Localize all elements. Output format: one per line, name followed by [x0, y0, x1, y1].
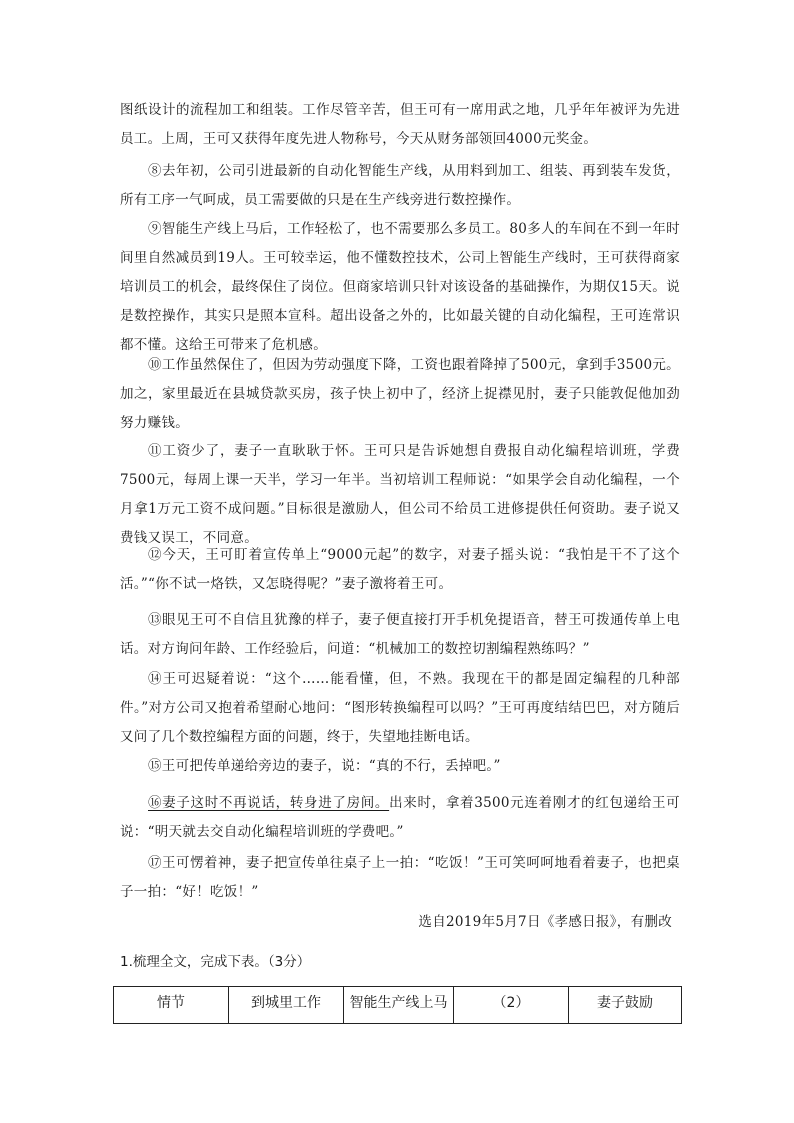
- table-cell: 到城里工作: [229, 987, 344, 1024]
- paragraph-9: ⑨智能生产线上马后，工作轻松了，也不需要那么多员工。80多人的车间在不到一年时间里自然减员到19人。王可较幸运，他不懂数控技术，公司上智能生产线时，王可获得商家培训员工的机会，最终保住了岗位。但商家培训只针对该设备的基础操作，为期仅15天。说是数控操作，其实只是照本宣科。超出设备之外的，比如最关键的自动化编程，王可连常识都不懂。这给王可带来了危机感。: [120, 221, 680, 353]
- table-cell: 智能生产线上马: [344, 987, 454, 1024]
- paragraph-7-continued: 图纸设计的流程加工和组装。工作尽管辛苦，但王可有一席用武之地，几乎年年被评为先进员工。上周，王可又获得年度先进人物称号，今天从财务部领回4000元奖金。: [120, 102, 680, 147]
- paragraph-8: ⑧去年初，公司引进最新的自动化智能生产线，从用料到加工、组装、再到装车发货，所有工序一气呵成，员工需要做的只是在生产线旁进行数控操作。: [120, 163, 680, 208]
- paragraph-17: ⑰王可愣着神，妻子把宣传单往桌子上一拍：“吃饭！”王可笑呵呵地看着妻子，也把桌子一拍：“好！吃饭！”: [120, 855, 680, 900]
- table-cell-header: 情节: [114, 987, 229, 1024]
- paragraph-13: ⑬眼见王可不自信且犹豫的样子，妻子便直接打开手机免提语音，替王可拨通传单上电话。对方询问年龄、工作经验后，问道：“机械加工的数控切割编程熟练吗？”: [120, 612, 680, 657]
- source-citation: 选自2019年5月7日《孝感日报》，有删改: [418, 914, 672, 930]
- paragraph-12: ⑫今天，王可盯着宣传单上“9000元起”的数字，对妻子摇头说：“我怕是干不了这个活。”“你不试一烙铁，又怎晓得呢？”妻子激将着王可。: [120, 547, 680, 592]
- table-row: [114, 987, 682, 1024]
- paragraph-15: ⑮王可把传单递给旁边的妻子，说：“真的不行，丢掉吧。”: [148, 758, 501, 774]
- table-cell-blank: （2）: [454, 987, 569, 1024]
- table-cell: 妻子鼓励: [569, 987, 682, 1024]
- question-1: 1.梳理全文，完成下表。（3分）: [120, 954, 311, 970]
- paragraph-10: ⑩工作虽然保住了，但因为劳动强度下降，工资也跟着降掉了500元，拿到手3500元。加之，家里最近在县城贷款买房，孩子快上初中了，经济上捉襟见肘，妻子只能敦促他加劲努力赚钱。: [120, 357, 680, 431]
- paragraph-16-rest: 出来时，拿着3500元连着刚才的红包递给王可说：“明天就去交自动化编程培训班的学费吧。”: [120, 795, 680, 840]
- underlined-sentence: ⑯妻子这时不再说话，转身进了房间。: [148, 795, 390, 811]
- paragraph-11: ⑪工资少了，妻子一直耿耿于怀。王可只是告诉她想自费报自动化编程培训班，学费7500元，每周上课一天半，学习一年半。当初培训工程师说：“如果学会自动化编程，一个月拿1万元工资不成问题。”目标很是激励人，但公司不给员工进修提供任何资助。妻子说又费钱又误工，不同意。: [120, 443, 680, 546]
- plot-summary-table: [113, 986, 682, 1024]
- paragraph-16: [120, 789, 680, 847]
- paragraph-14: ⑭王可迟疑着说：“这个……能看懂，但，不熟。我现在干的都是固定编程的几种部件。”对方公司又抱着希望耐心地问：“图形转换编程可以吗？”王可再度结结巴巴，对方随后又问了几个数控编程方面的问题，终于，失望地挂断电话。: [120, 671, 680, 745]
